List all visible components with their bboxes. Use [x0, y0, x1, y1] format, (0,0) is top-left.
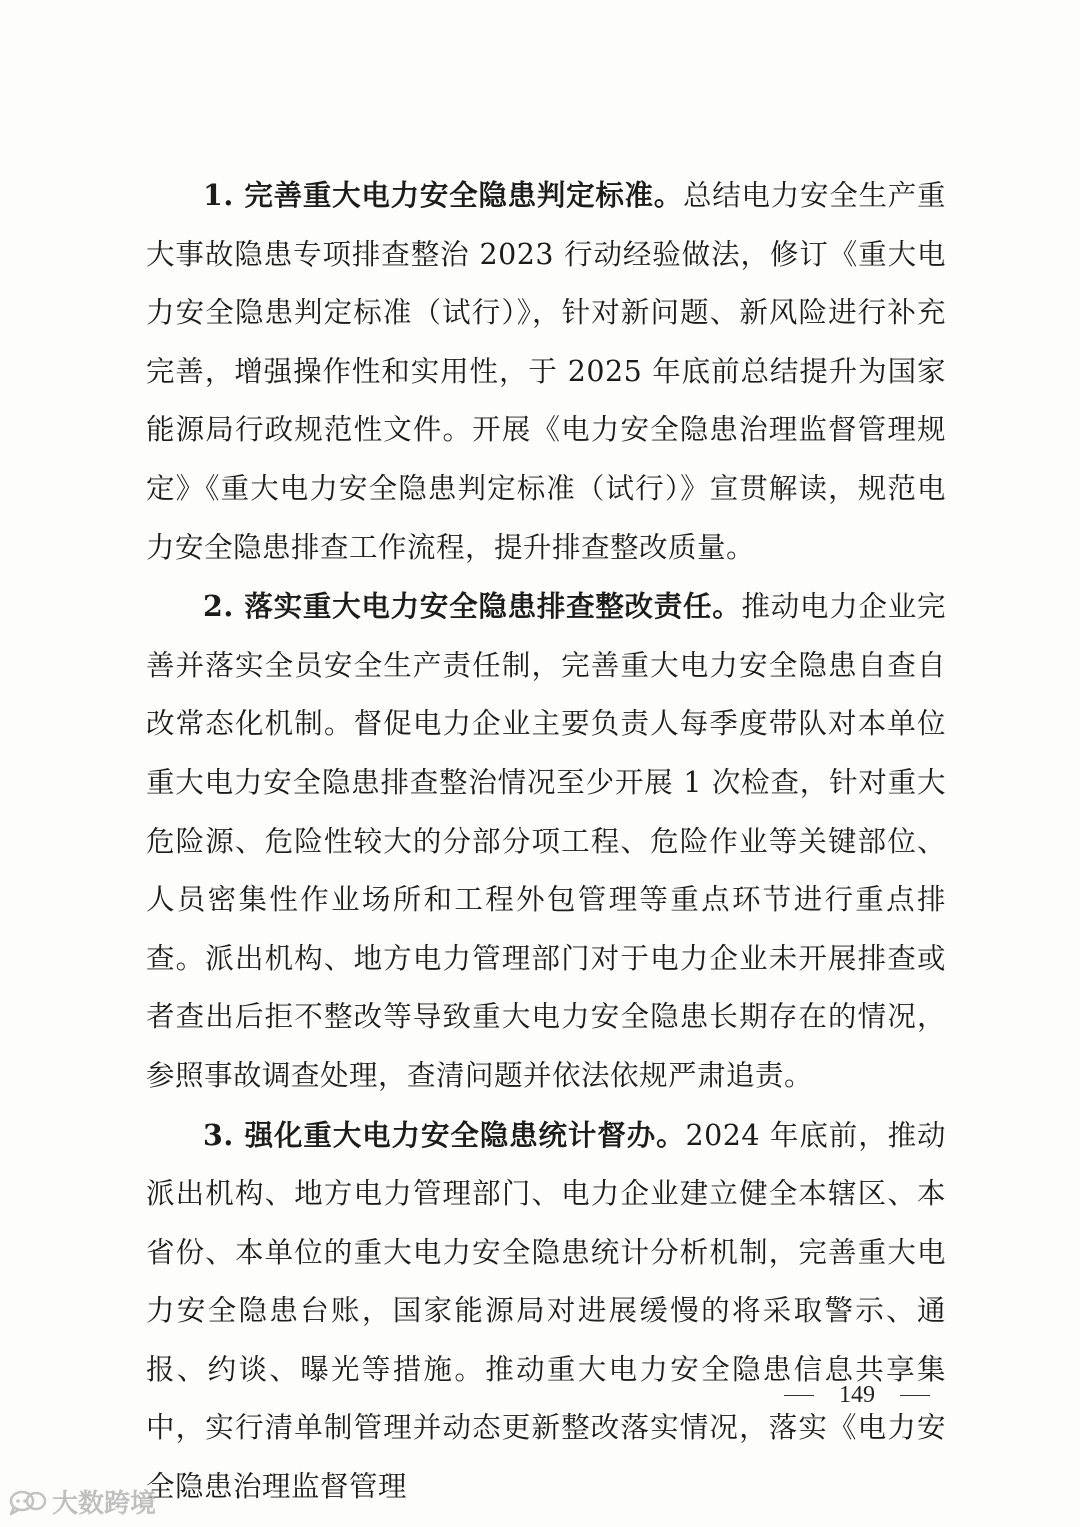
paragraph-2: [146, 577, 946, 1105]
document-body: [146, 166, 946, 1517]
page-footer: [784, 1382, 930, 1409]
footer-dash-right: [900, 1395, 930, 1397]
chat-bubble-icon: [8, 1488, 48, 1516]
paragraph-2-heading: 2. 落实重大电力安全隐患排查整改责任。: [203, 589, 742, 624]
paragraph-1: [146, 166, 946, 577]
paragraph-2-body: 推动电力企业完善并落实全员安全生产责任制，完善重大电力安全隐患自查自改常态化机制。督促电力企业主要负责人每季度带队对本单位重大电力安全隐患排查整治情况至少开展 1 次检查，针对重大危险源、危险性较大的分部分项工程、危险作业等关键部位、人员密集性作业场所和工程外包管理等重点环节进行重点排查。派出机构、地方电力管理部门对于电力企业未开展排查或者查出后拒不整改等导致重大电力安全隐患长期存在的情况，参照事故调查处理，查清问题并依法依规严肃追责。: [146, 590, 946, 1092]
paragraph-3-heading: 3. 强化重大电力安全隐患统计督办。: [203, 1117, 686, 1152]
paragraph-3: [146, 1106, 946, 1517]
paragraph-1-heading: 1. 完善重大电力安全隐患判定标准。: [203, 178, 684, 212]
page-number: 149: [839, 1382, 875, 1408]
watermark-text: 大数跨境: [52, 1489, 157, 1519]
footer-dash-left: [784, 1395, 814, 1397]
watermark: [8, 1483, 156, 1520]
paragraph-1-body: 总结电力安全生产重大事故隐患专项排查整治 2023 行动经验做法，修订《重大电力安全隐患判定标准（试行）》，针对新问题、新风险进行补充完善，增强操作性和实用性，于 2025 年底前总结提升为国家能源局行政规范性文件。开展《电力安全隐患治理监督管理规定》《重大电力安全隐患判定标准（试行）》宣贯解读，规范电力安全隐患排查工作流程，提升排查整改质量。: [146, 179, 946, 564]
paragraph-3-body: 2024 年底前，推动派出机构、地方电力管理部门、电力企业建立健全本辖区、本省份、本单位的重大电力安全隐患统计分析机制，完善重大电力安全隐患台账，国家能源局对进展缓慢的将采取警示、通报、约谈、曝光等措施。推动重大电力安全隐患信息共享集中，实行清单制管理并动态更新整改落实情况，落实《电力安全隐患治理监督管理: [146, 1118, 946, 1504]
